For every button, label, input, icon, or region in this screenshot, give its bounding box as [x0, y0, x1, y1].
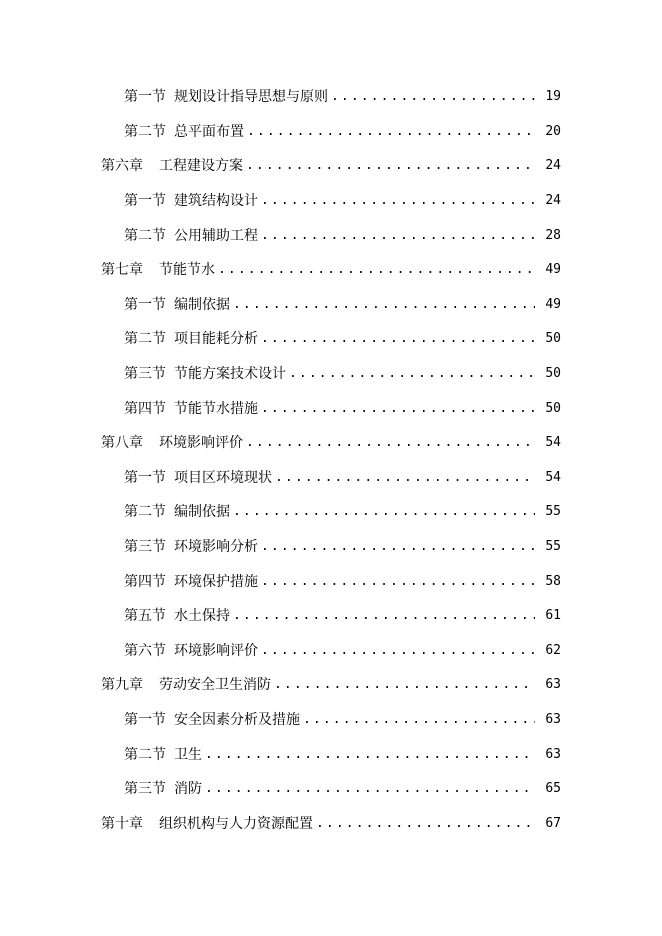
toc-entry-number: 第四节	[124, 400, 166, 417]
toc-section-entry[interactable]	[0, 599, 662, 634]
toc-page-number: 54	[545, 435, 561, 451]
toc-entry-title: 环境影响评价	[174, 642, 258, 659]
toc-entry-title: 工程建设方案	[159, 158, 243, 175]
toc-entry-title: 建筑结构设计	[174, 193, 258, 210]
toc-section-entry[interactable]	[0, 184, 662, 219]
toc-entry-title: 规划设计指导思想与原则	[174, 89, 328, 106]
toc-entry-title: 消防	[174, 781, 202, 798]
toc-page-number: 63	[545, 746, 561, 762]
toc-page-number: 19	[545, 89, 561, 105]
toc-entry-number: 第二节	[124, 227, 166, 244]
toc-entry-number: 第八章	[101, 435, 143, 452]
toc-entry-label	[124, 502, 230, 522]
toc-page-number: 67	[545, 815, 561, 831]
toc-dot-leader	[205, 779, 535, 799]
toc-dot-leader	[316, 814, 535, 834]
toc-section-entry[interactable]	[0, 391, 662, 426]
toc-entry-title: 环境影响评价	[159, 435, 243, 452]
toc-entry-title: 安全因素分析及措施	[174, 711, 300, 728]
toc-entry-title: 公用辅助工程	[174, 227, 258, 244]
toc-dot-leader	[205, 745, 535, 765]
toc-chapter-entry[interactable]	[0, 668, 662, 703]
toc-page-number: 50	[545, 400, 561, 416]
toc-section-entry[interactable]	[0, 564, 662, 599]
toc-entry-number: 第六章	[101, 158, 143, 175]
toc-entry-title: 劳动安全卫生消防	[159, 677, 271, 694]
toc-dot-leader	[261, 191, 535, 211]
toc-page-number: 50	[545, 366, 561, 382]
toc-entry-title: 项目区环境现状	[174, 469, 272, 486]
toc-page-number: 24	[545, 158, 561, 174]
toc-entry-number: 第二节	[124, 331, 166, 348]
toc-entry-label	[124, 191, 258, 211]
toc-page-number: 61	[545, 608, 561, 624]
toc-dot-leader	[233, 502, 535, 522]
toc-dot-leader	[261, 329, 535, 349]
toc-entry-label	[124, 710, 300, 730]
toc-entry-label	[124, 364, 286, 384]
toc-section-entry[interactable]	[0, 288, 662, 323]
toc-entry-number: 第三节	[124, 366, 166, 383]
toc-entry-number: 第一节	[124, 711, 166, 728]
toc-entry-title: 卫生	[174, 746, 202, 763]
toc-entry-label	[101, 260, 215, 280]
toc-chapter-entry[interactable]	[0, 253, 662, 288]
toc-page-number: 50	[545, 331, 561, 347]
toc-dot-leader	[331, 87, 535, 107]
toc-entry-number: 第二节	[124, 504, 166, 521]
toc-section-entry[interactable]	[0, 634, 662, 669]
toc-entry-label	[101, 156, 243, 176]
toc-dot-leader	[233, 606, 535, 626]
toc-entry-title: 环境影响分析	[174, 539, 258, 556]
toc-chapter-entry[interactable]	[0, 426, 662, 461]
toc-dot-leader	[246, 433, 535, 453]
toc-page-number: 58	[545, 573, 561, 589]
toc-dot-leader	[261, 641, 535, 661]
toc-dot-leader	[275, 468, 535, 488]
table-of-contents	[0, 80, 662, 841]
toc-dot-leader	[261, 572, 535, 592]
toc-entry-label	[124, 779, 202, 799]
toc-entry-label	[124, 641, 258, 661]
toc-dot-leader	[233, 295, 535, 315]
toc-page-number: 55	[545, 504, 561, 520]
toc-entry-title: 节能节水	[159, 262, 215, 279]
toc-entry-title: 水土保持	[174, 608, 230, 625]
toc-section-entry[interactable]	[0, 461, 662, 496]
toc-entry-number: 第一节	[124, 469, 166, 486]
toc-page-number: 63	[545, 677, 561, 693]
toc-dot-leader	[274, 675, 535, 695]
toc-entry-number: 第五节	[124, 608, 166, 625]
toc-dot-leader	[261, 537, 535, 557]
toc-chapter-entry[interactable]	[0, 806, 662, 841]
toc-page-number: 49	[545, 296, 561, 312]
toc-dot-leader	[247, 122, 535, 142]
toc-entry-label	[124, 226, 258, 246]
toc-entry-title: 环境保护措施	[174, 573, 258, 590]
toc-page-number: 28	[545, 227, 561, 243]
toc-entry-number: 第七章	[101, 262, 143, 279]
toc-page-number: 63	[545, 711, 561, 727]
toc-section-entry[interactable]	[0, 218, 662, 253]
toc-dot-leader	[218, 260, 535, 280]
toc-entry-number: 第一节	[124, 193, 166, 210]
toc-entry-number: 第九章	[101, 677, 143, 694]
toc-entry-label	[124, 572, 258, 592]
toc-entry-number: 第二节	[124, 123, 166, 140]
toc-entry-number: 第一节	[124, 296, 166, 313]
toc-entry-number: 第一节	[124, 89, 166, 106]
toc-entry-title: 总平面布置	[174, 123, 244, 140]
toc-page-number: 20	[545, 123, 561, 139]
toc-entry-title: 编制依据	[174, 296, 230, 313]
toc-entry-label	[124, 87, 328, 107]
toc-entry-label	[101, 675, 271, 695]
toc-entry-number: 第四节	[124, 573, 166, 590]
toc-entry-label	[124, 399, 258, 419]
toc-entry-title: 编制依据	[174, 504, 230, 521]
toc-section-entry[interactable]	[0, 80, 662, 115]
toc-section-entry[interactable]	[0, 737, 662, 772]
toc-entry-label	[124, 468, 272, 488]
toc-entry-label	[124, 122, 244, 142]
toc-entry-number: 第六节	[124, 642, 166, 659]
toc-entry-label	[124, 606, 230, 626]
toc-dot-leader	[261, 399, 535, 419]
toc-dot-leader	[303, 710, 535, 730]
toc-entry-label	[124, 329, 258, 349]
toc-section-entry[interactable]	[0, 322, 662, 357]
toc-section-entry[interactable]	[0, 357, 662, 392]
toc-page-number: 62	[545, 642, 561, 658]
toc-section-entry[interactable]	[0, 530, 662, 565]
toc-page-number: 49	[545, 262, 561, 278]
toc-chapter-entry[interactable]	[0, 149, 662, 184]
toc-entry-number: 第二节	[124, 746, 166, 763]
toc-entry-title: 节能方案技术设计	[174, 366, 286, 383]
toc-section-entry[interactable]	[0, 772, 662, 807]
toc-entry-label	[124, 295, 230, 315]
toc-page-number: 55	[545, 539, 561, 555]
toc-entry-title: 节能节水措施	[174, 400, 258, 417]
toc-section-entry[interactable]	[0, 495, 662, 530]
toc-entry-number: 第三节	[124, 781, 166, 798]
toc-dot-leader	[261, 226, 535, 246]
toc-entry-label	[101, 433, 243, 453]
toc-entry-title: 项目能耗分析	[174, 331, 258, 348]
toc-page-number: 54	[545, 469, 561, 485]
toc-entry-number: 第十章	[101, 815, 143, 832]
toc-dot-leader	[289, 364, 535, 384]
toc-section-entry[interactable]	[0, 115, 662, 150]
toc-entry-label	[124, 537, 258, 557]
toc-entry-title: 组织机构与人力资源配置	[159, 815, 313, 832]
toc-page-number: 24	[545, 193, 561, 209]
toc-entry-label	[124, 745, 202, 765]
toc-entry-label	[101, 814, 313, 834]
toc-section-entry[interactable]	[0, 703, 662, 738]
toc-entry-number: 第三节	[124, 539, 166, 556]
toc-page-number: 65	[545, 781, 561, 797]
toc-dot-leader	[246, 156, 535, 176]
